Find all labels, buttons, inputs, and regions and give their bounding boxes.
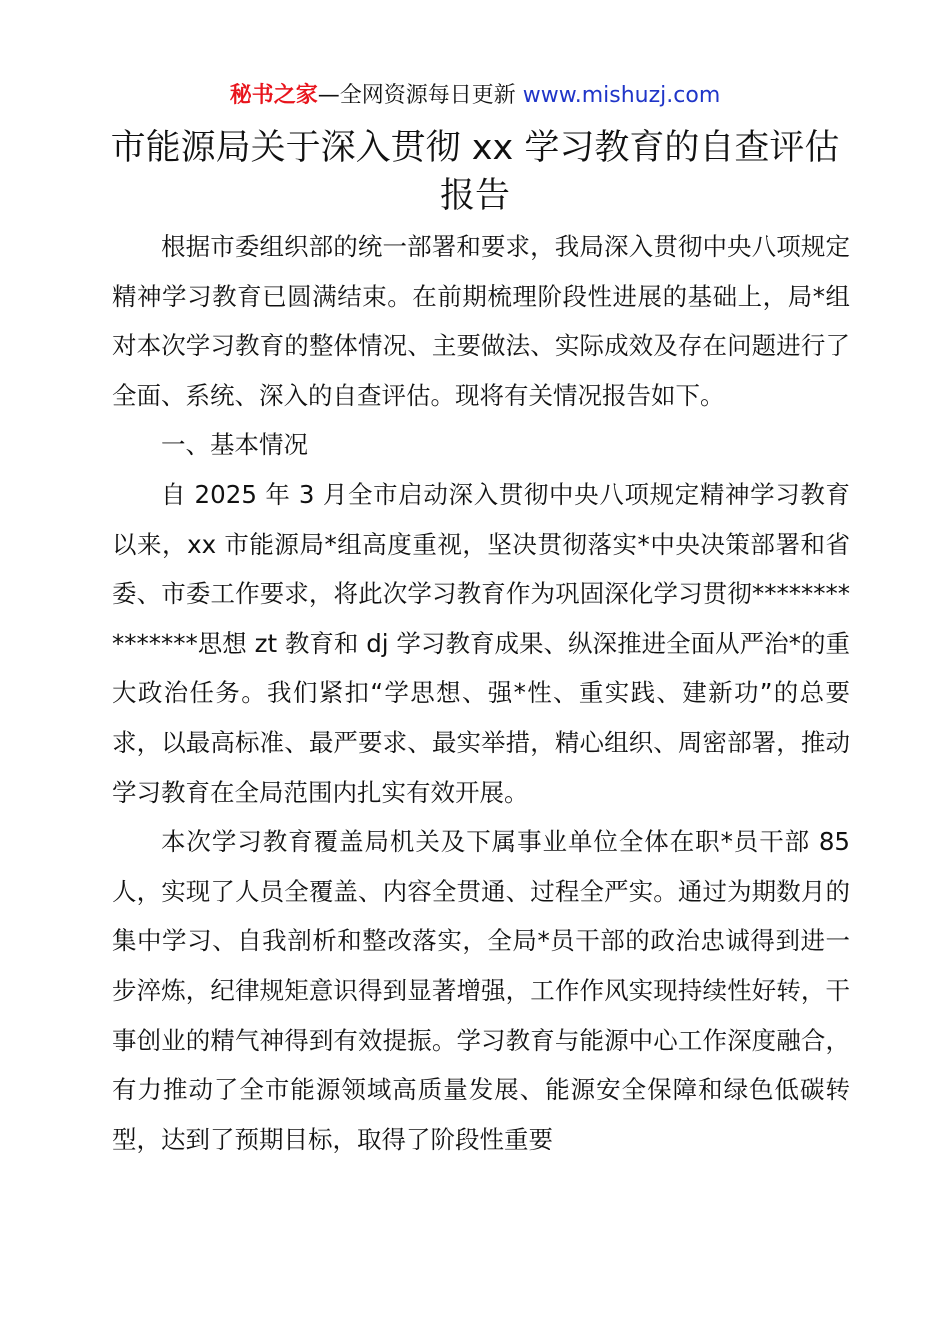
- document-title: 市能源局关于深入贯彻 xx 学习教育的自查评估报告: [110, 128, 840, 216]
- document-body: [112, 222, 850, 1164]
- site-url-link[interactable]: www.mishuzj.com: [522, 83, 721, 108]
- header-tagline: —全网资源每日更新: [317, 83, 523, 108]
- paragraph-coverage: 本次学习教育覆盖局机关及下属事业单位全体在职*员干部 85 人，实现了人员全覆盖、内容全贯通、过程全严实。通过为期数月的集中学习、自我剖析和整改落实，全局*员干部的政治忠诚得到进一步淬炼，纪律规矩意识得到显著增强，工作作风实现持续性好转，干事创业的精气神得到有效提振。学习教育与能源中心工作深度融合，有力推动了全市能源领域高质量发展、能源安全保障和绿色低碳转型，达到了预期目标，取得了阶段性重要: [112, 827, 850, 1154]
- paragraph-background: 自 2025 年 3 月全市启动深入贯彻中央八项规定精神学习教育以来，xx 市能源局*组高度重视，坚决贯彻落实*中央决策部署和省委、市委工作要求，将此次学习教育作为巩固深化学习贯彻***************思想 zt 教育和 dj 学习教育成果、纵深推进全面从严治*的重大政治任务。我们紧扣“学思想、强*性、重实践、建新功”的总要求，以最高标准、最严要求、最实举措，精心组织、周密部署，推动学习教育在全局范围内扎实有效开展。: [112, 479, 850, 807]
- brand-name: 秘书之家: [229, 83, 318, 108]
- paragraph-intro: 根据市委组织部的统一部署和要求，我局深入贯彻中央八项规定精神学习教育已圆满结束。在前期梳理阶段性进展的基础上，局*组对本次学习教育的整体情况、主要做法、实际成效及存在问题进行了全面、系统、深入的自查评估。现将有关情况报告如下。: [112, 232, 850, 410]
- section-heading-basic-info: 一、基本情况: [161, 430, 308, 460]
- site-header: [0, 80, 950, 112]
